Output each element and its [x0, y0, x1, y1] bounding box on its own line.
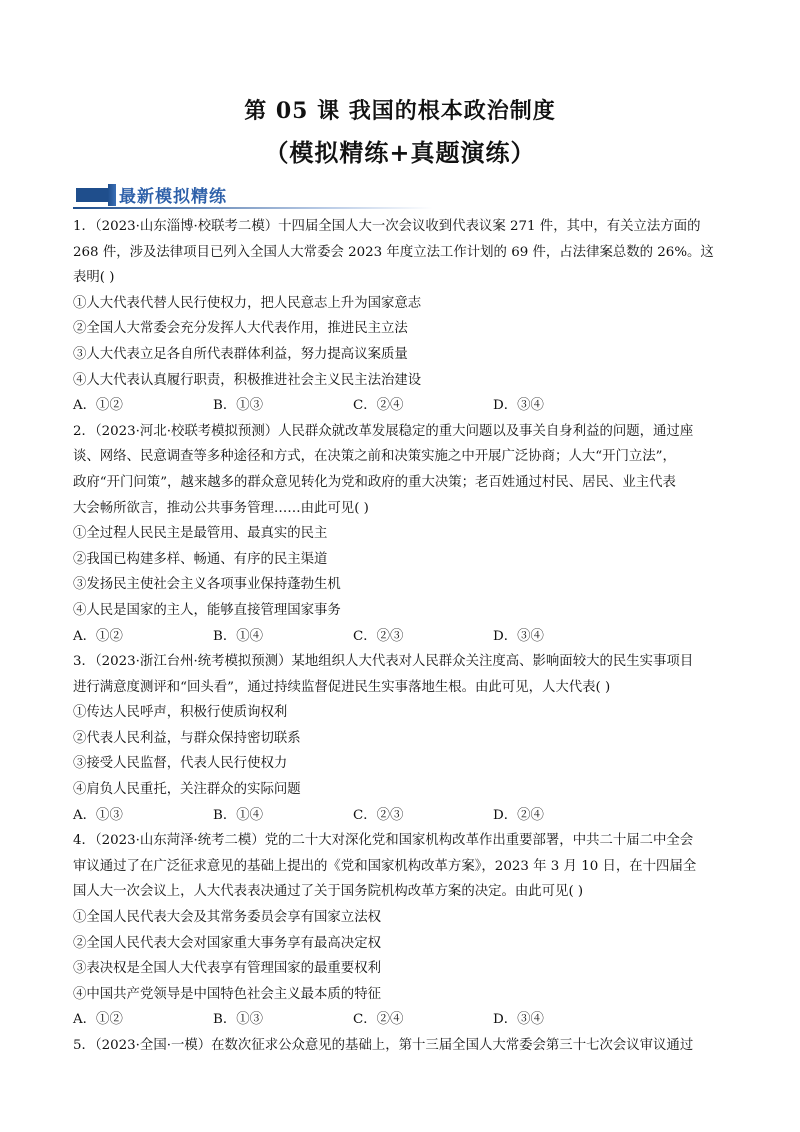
question-1 — [73, 214, 733, 419]
question-statement: ②代表人民利益，与群众保持密切联系 — [73, 730, 301, 746]
question-stem-line: 3．（2023·浙江台州·统考模拟预测）某地组织人大代表对人民群众关注度高、影响面较大的民生实事项目 — [73, 654, 694, 670]
answer-option: C．②④ — [353, 1012, 404, 1028]
question-4 — [73, 828, 733, 1033]
answer-option: B．①④ — [213, 807, 264, 823]
section-title: 最新模拟精练 — [119, 187, 227, 207]
question-statement: ③接受人民监督，代表人民行使权力 — [73, 756, 288, 772]
question-statement: ③发扬民主使社会主义各项事业保持蓬勃生机 — [73, 577, 341, 593]
question-list — [73, 214, 733, 1059]
question-statement: ①全国人民代表大会及其常务委员会享有国家立法权 — [73, 910, 381, 926]
question-stem-line: 268 件，涉及法律项目已列入全国人大常委会 2023 年度立法工作计划的 69 件，占法律案总数的 26%。这 — [73, 244, 714, 260]
question-stem-line: 政府“开门问策”，越来越多的群众意见转化为党和政府的重大决策；老百姓通过村民、居民、业主代表 — [73, 474, 676, 490]
question-statement: ①传达人民呼声，积极行使质询权利 — [73, 705, 288, 721]
question-stem-line: 4．（2023·山东菏泽·统考二模）党的二十大对深化党和国家机构改革作出重要部署，中共二十届二中全会 — [73, 833, 694, 849]
question-3 — [73, 649, 733, 828]
section-bar-tip-icon — [108, 184, 116, 206]
question-2 — [73, 419, 733, 649]
question-stem-line: 5．（2023·全国·一模）在数次征求公众意见的基础上，第十三届全国人大常委会第三十七次会议审议通过 — [73, 1038, 694, 1053]
answer-option: D．③④ — [493, 628, 544, 644]
question-statement: ②全国人民代表大会对国家重大事务享有最高决定权 — [73, 935, 381, 951]
question-statement: ③表决权是全国人大代表享有管理国家的最重要权利 — [73, 961, 381, 977]
answer-option: C．②④ — [353, 398, 404, 414]
answer-options — [73, 803, 733, 829]
question-stem-line: 表明( ) — [73, 270, 115, 286]
question-statement: ④人民是国家的主人，能够直接管理国家事务 — [73, 602, 341, 618]
question-stem-line: 2．（2023·河北·校联考模拟预测）人民群众就改革发展稳定的重大问题以及事关自身利益的问题，通过座 — [73, 423, 694, 439]
lesson-title: 第 05 课 我国的根本政治制度 — [244, 98, 556, 124]
answer-option: B．①③ — [213, 398, 264, 414]
question-stem-line: 大会畅所欲言，推动公共事务管理……由此可见( ) — [73, 500, 369, 516]
question-stem-line: 谈、网络、民意调查等多种途径和方式，在决策之前和决策实施之中开展广泛协商；人大“开门立法”， — [73, 449, 676, 465]
question-stem-line: 进行满意度测评和“回头看”，通过持续监督促进民生实事落地生根。由此可见，人大代表( ) — [73, 679, 611, 695]
question-stem-line: 1．（2023·山东淄博·校联考二模）十四届全国人大一次会议收到代表议案 271 件，其中，有关立法方面的 — [73, 219, 701, 234]
answer-options — [73, 624, 733, 650]
question-statement: ④肩负人民重托，关注群众的实际问题 — [73, 782, 301, 798]
answer-option: A．①② — [73, 628, 123, 644]
section-bar-icon — [76, 188, 108, 202]
lesson-subtitle: （模拟精练+真题演练） — [264, 138, 536, 167]
question-statement: ④中国共产党领导是中国特色社会主义最本质的特征 — [73, 986, 381, 1002]
answer-option: C．②③ — [353, 807, 404, 823]
question-stem-line: 国人大一次会议上，人大代表表决通过了关于国务院机构改革方案的决定。由此可见( ) — [73, 884, 584, 900]
answer-option: A．①② — [73, 398, 123, 414]
question-statement: ①全过程人民民主是最管用、最真实的民主 — [73, 526, 328, 542]
question-stem-line: 审议通过了在广泛征求意见的基础上提出的《党和国家机构改革方案》，2023 年 3 月 10 日，在十四届全 — [73, 858, 697, 874]
question-statement: ③人大代表立足各自所代表群体利益，努力提高议案质量 — [73, 346, 408, 362]
question-statement: ④人大代表认真履行职责，积极推进社会主义民主法治建设 — [73, 372, 422, 388]
answer-option: A．①③ — [73, 807, 123, 823]
answer-option: D．③④ — [493, 398, 544, 414]
section-header — [73, 180, 733, 212]
answer-options — [73, 1007, 733, 1033]
answer-option: A．①② — [73, 1012, 123, 1028]
question-statement: ②我国已构建多样、畅通、有序的民主渠道 — [73, 551, 328, 567]
answer-option: D．②④ — [493, 807, 544, 823]
answer-option: C．②③ — [353, 628, 404, 644]
answer-option: D．③④ — [493, 1012, 544, 1028]
section-underline — [73, 207, 433, 209]
question-statement: ①人大代表代替人民行使权力，把人民意志上升为国家意志 — [73, 295, 422, 311]
answer-options — [73, 393, 733, 419]
question-5 — [73, 1033, 733, 1059]
question-statement: ②全国人大常委会充分发挥人大代表作用，推进民主立法 — [73, 321, 408, 337]
answer-option: B．①③ — [213, 1012, 264, 1028]
answer-option: B．①④ — [213, 628, 264, 644]
